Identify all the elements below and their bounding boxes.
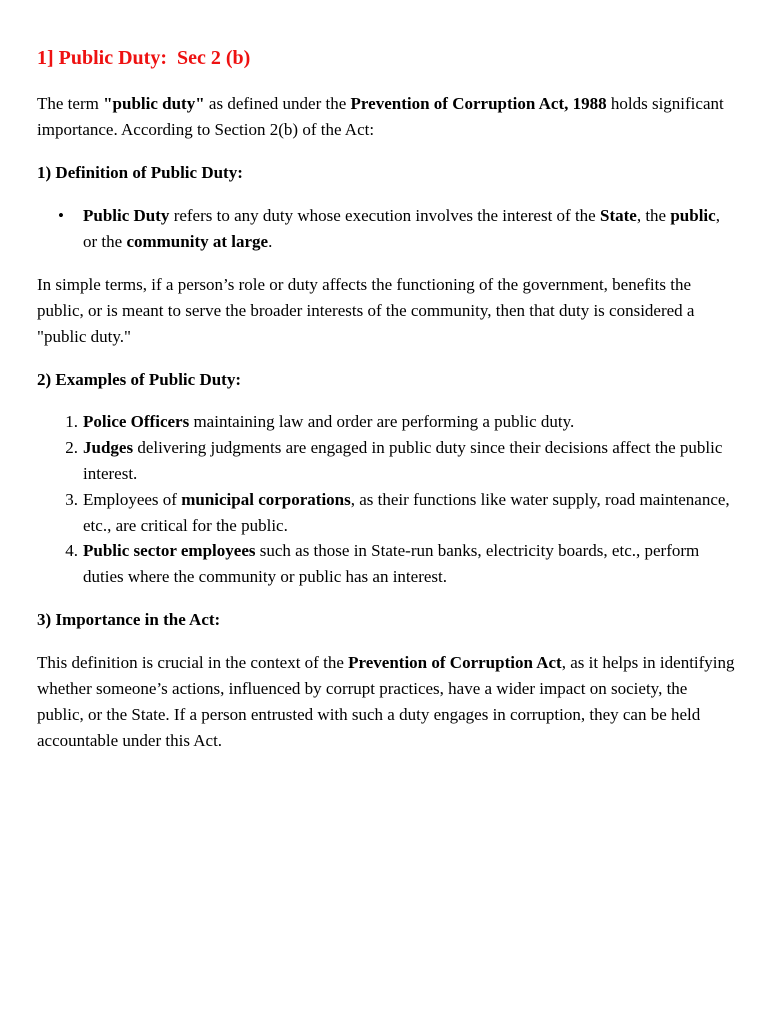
intro-bold-act: Prevention of Corruption Act, 1988 (350, 94, 607, 113)
page-title: 1] Public Duty: Sec 2 (b) (37, 47, 251, 69)
intro-paragraph (37, 91, 737, 143)
bullet-bold-community: community at large (126, 232, 269, 251)
heading-examples: 2) Examples of Public Duty: (37, 370, 241, 389)
intro-text-1: The term (37, 94, 104, 113)
bullet-icon: • (58, 206, 64, 225)
bullet-text-4: . (268, 232, 273, 251)
example-1-text: maintaining law and order are performing a public duty. (189, 412, 575, 431)
example-3-text: , as their functions like water supply, road maintenance, etc., are critical for the public. (83, 490, 730, 535)
importance-bold-act: Prevention of Corruption Act (348, 653, 562, 672)
importance-text-2: , as it helps in identifying whether someone’s actions, influenced by corrupt practices, have a wider impact on society, the public, or the State. If a person entrusted with such a duty engages in corruption, they can be held accountable under this Act. (37, 653, 735, 750)
bullet-text-1: refers to any duty whose execution involves the interest of the (169, 206, 600, 225)
list-number: 2. (65, 438, 78, 457)
intro-text-3: holds significant importance. According to Section 2(b) of the Act: (37, 94, 724, 139)
example-4-text: such as those in State-run banks, electricity boards, etc., perform duties where the community or public has an interest. (83, 541, 700, 586)
heading-importance: 3) Importance in the Act: (37, 610, 221, 629)
bullet-text-2: , the (636, 206, 671, 225)
intro-text-2: as defined under the (204, 94, 351, 113)
list-number: 4. (65, 541, 78, 560)
example-item-1 (83, 409, 733, 435)
example-item-3 (83, 487, 733, 539)
example-3-bold: municipal corporations (181, 490, 351, 509)
list-number: 1. (65, 412, 78, 431)
example-3-pre: Employees of (83, 490, 182, 509)
bullet-bold-state: State (599, 206, 637, 225)
list-number: 3. (65, 490, 78, 509)
bullet-text-3: , or the (83, 206, 720, 251)
example-2-bold: Judges (83, 438, 134, 457)
heading-definition: 1) Definition of Public Duty: (37, 163, 243, 182)
example-1-bold: Police Officers (83, 412, 190, 431)
example-item-4 (83, 538, 733, 590)
definition-bullet-item (83, 203, 733, 255)
importance-paragraph (37, 650, 737, 754)
simple-terms-paragraph: In simple terms, if a person’s role or duty affects the functioning of the government, benefits the public, or is meant to serve the broader interests of the community, then that duty is considered a "public duty." (37, 275, 695, 346)
importance-text-1: This definition is crucial in the context of the (37, 653, 349, 672)
example-item-2 (83, 435, 733, 487)
bullet-bold-public-duty: Public Duty (83, 206, 170, 225)
intro-bold-public-duty: "public duty" (103, 94, 205, 113)
example-4-bold: Public sector employees (83, 541, 256, 560)
example-2-text: delivering judgments are engaged in public duty since their decisions affect the public interest. (83, 438, 723, 483)
bullet-bold-public: public (670, 206, 716, 225)
